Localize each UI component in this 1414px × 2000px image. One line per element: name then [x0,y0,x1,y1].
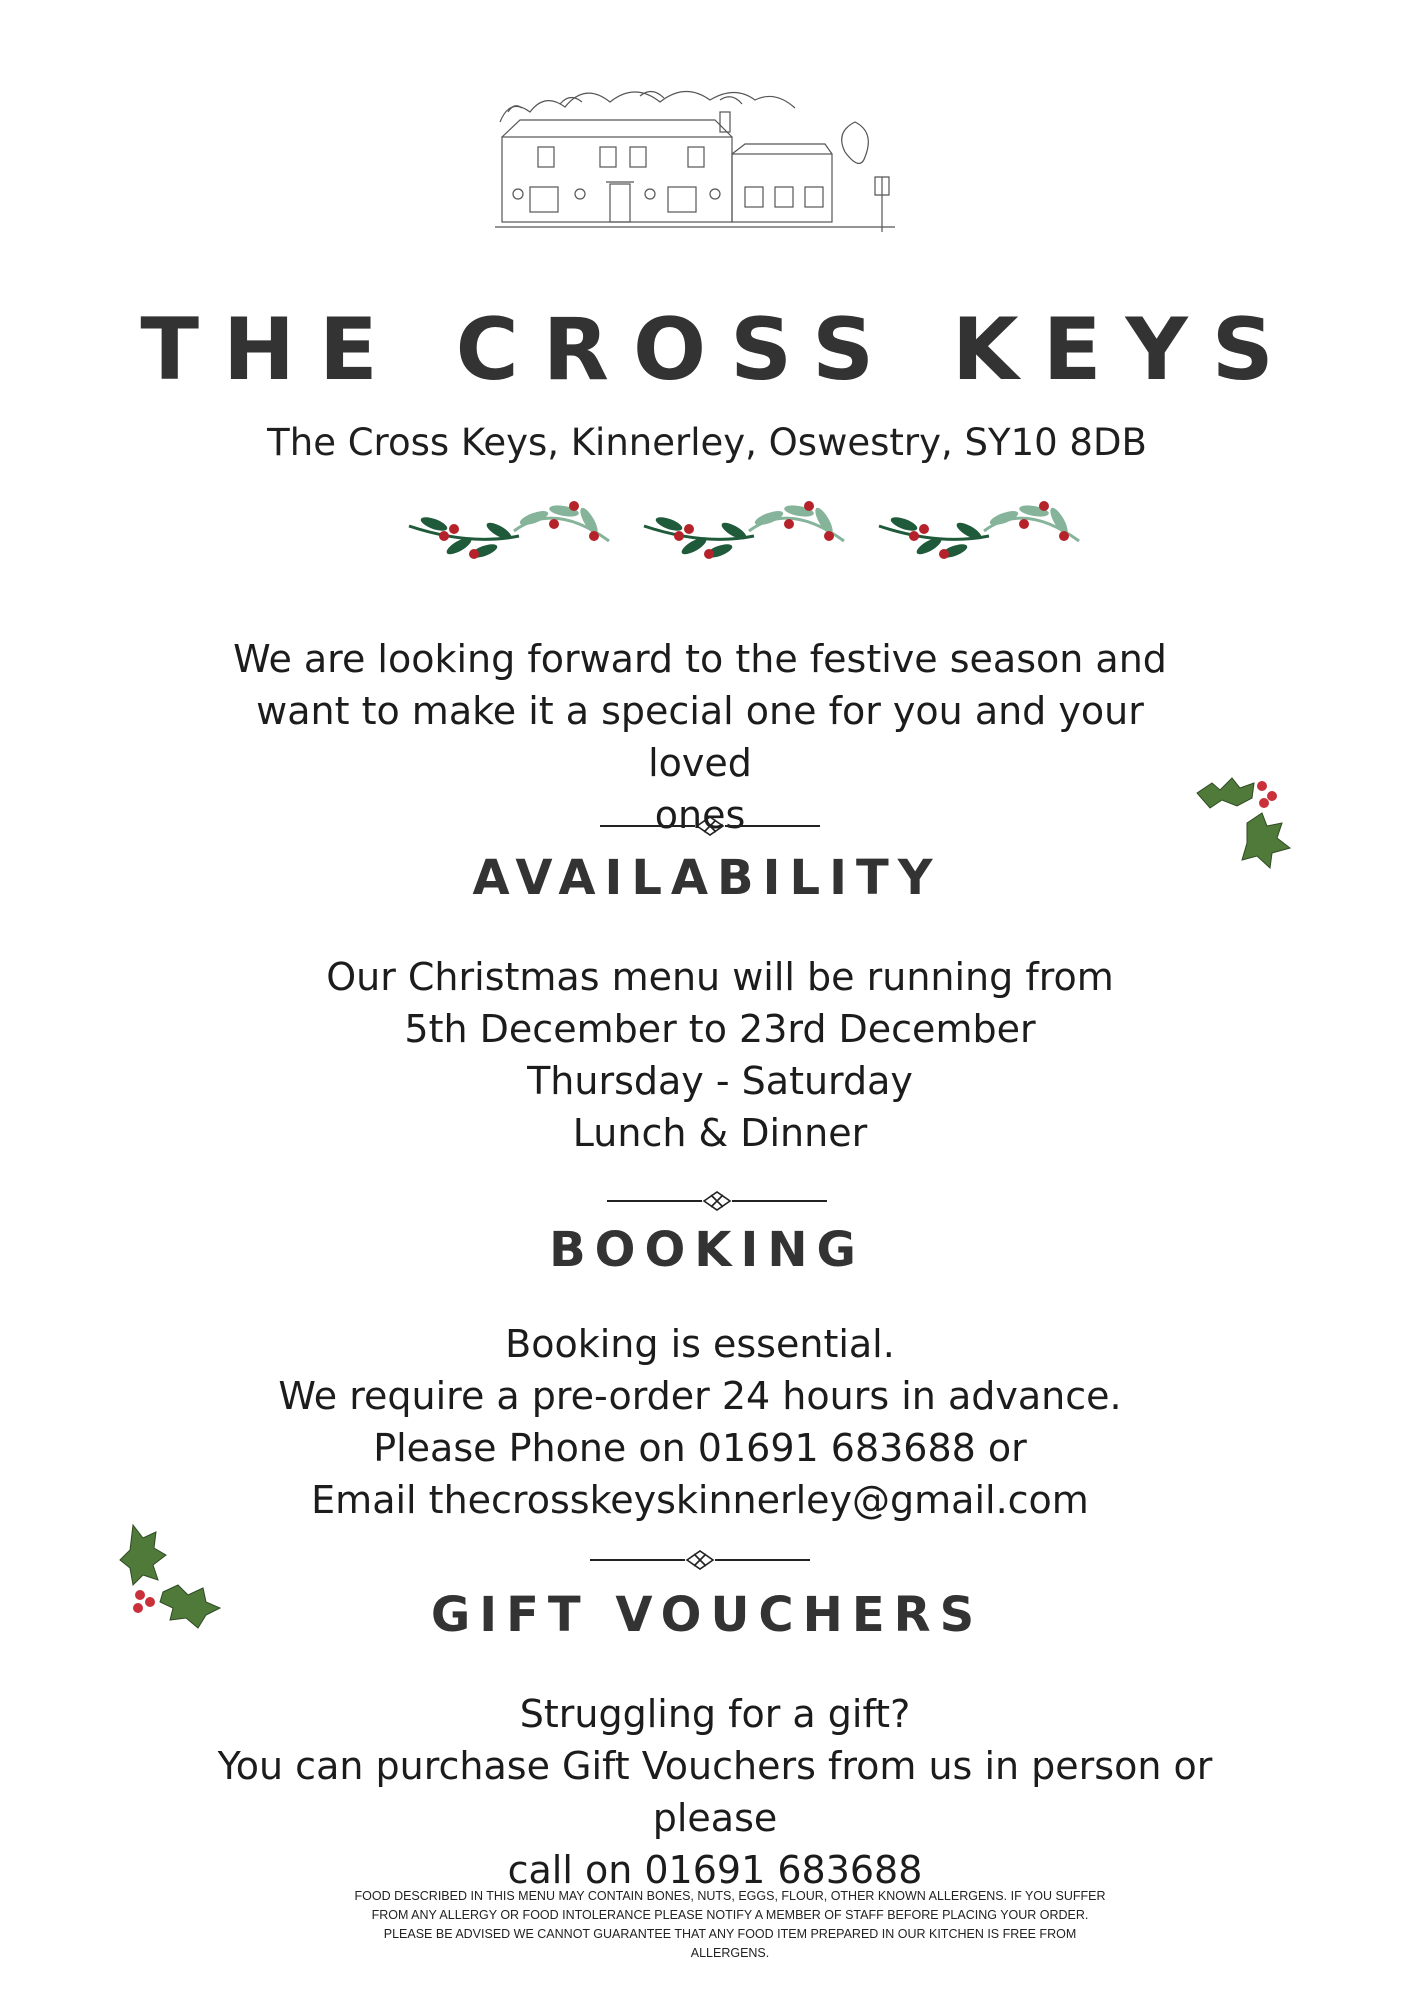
booking-line: Please Phone on 01691 683688 or [373,1426,1027,1470]
allergen-line: PLEASE BE ADVISED WE CANNOT GUARANTEE THAT ANY FOOD ITEM PREPARED IN OUR KITCHEN IS FREE FROM [383,1927,1077,1941]
intro-line: want to make it a special one for you and your loved [256,689,1144,785]
allergen-line: FOOD DESCRIBED IN THIS MENU MAY CONTAIN BONES, NUTS, EGGS, FLOUR, OTHER KNOWN ALLERGENS. IF YOU SUFFER [354,1889,1106,1903]
address: The Cross Keys, Kinnerley, Oswestry, SY10 8DB [267,421,1147,464]
intro-text [200,633,1200,841]
intro-line: We are looking forward to the festive season and [233,637,1167,681]
allergen-line: ALLERGENS. [690,1946,770,1960]
gift-line: call on 01691 683688 [507,1848,923,1892]
availability-text [200,951,1240,1159]
availability-line: 5th December to 23rd December [404,1007,1036,1051]
pub-building-sketch-icon [490,82,900,237]
availability-line: Our Christmas menu will be running from [326,955,1114,999]
ornamental-divider-icon [600,815,820,837]
booking-email-line[interactable]: Email thecrosskeyskinnerley@gmail.com [311,1478,1089,1522]
availability-line: Thursday - Saturday [527,1059,913,1103]
availability-heading: AVAILABILITY [472,850,942,906]
ornamental-divider-icon [607,1190,827,1212]
booking-text [200,1318,1200,1526]
booking-heading: BOOKING [549,1222,865,1278]
gift-line: Struggling for a gift? [519,1692,911,1736]
booking-line: Booking is essential. [505,1322,895,1366]
allergen-line: FROM ANY ALLERGY OR FOOD INTOLERANCE PLEASE NOTIFY A MEMBER OF STAFF BEFORE PLACING YOUR ORDER. [371,1908,1089,1922]
booking-line: We require a pre-order 24 hours in advance. [278,1374,1122,1418]
gift-vouchers-heading: GIFT VOUCHERS [430,1587,984,1643]
gift-vouchers-text [150,1688,1280,1896]
holly-garland-icon [404,496,1124,596]
page-title: THE CROSS KEYS [140,300,1298,400]
intro-line: ones [654,793,746,837]
allergen-disclaimer [290,1887,1170,1963]
gift-line: You can purchase Gift Vouchers from us in person or please [217,1744,1213,1840]
availability-line: Lunch & Dinner [572,1111,868,1155]
ornamental-divider-icon [590,1549,810,1571]
